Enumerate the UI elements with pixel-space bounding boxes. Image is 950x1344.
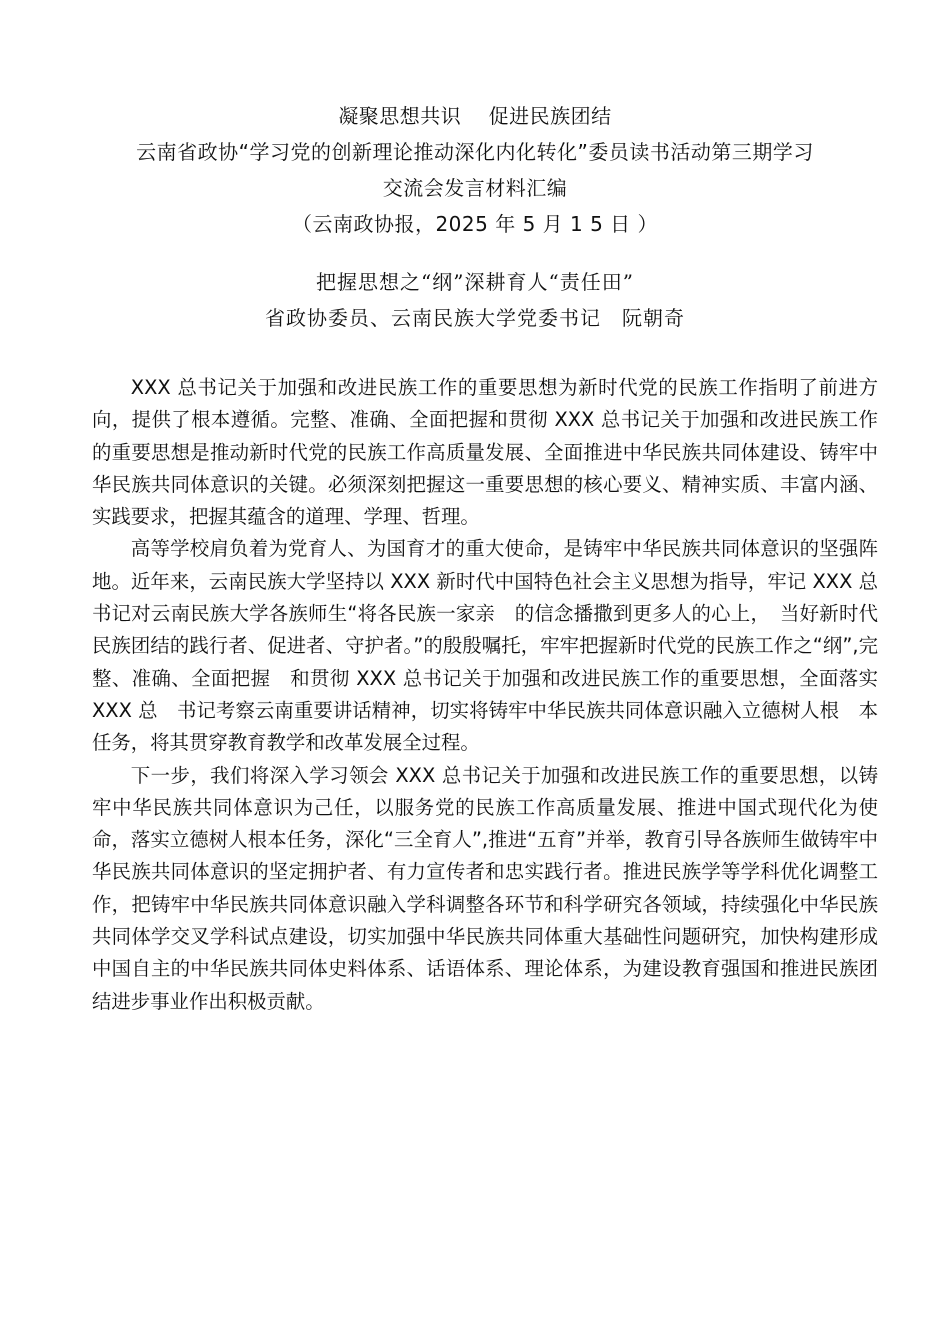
article-title: 把握思想之“纲”深耕育人“责任田”: [316, 270, 634, 294]
article-author: 省政协委员、云南民族大学党委书记 阮朝奇: [265, 306, 685, 330]
source-line: （云南政协报，2025 年 5 月 1 5 日 ）: [291, 212, 659, 236]
main-title: 凝聚思想共识 促进民族团结: [338, 104, 612, 128]
subtitle-line-2: 交流会发言材料汇编: [382, 176, 568, 200]
subtitle-line-1: 云南省政协“学习党的创新理论推动深化内化转化”委员读书活动第三期学习: [136, 140, 814, 164]
paragraph: 下一步，我们将深入学习领会 XXX 总书记关于加强和改进民族工作的重要思想，以铸牢中华民族共同体意识为己任，以服务党的民族工作高质量发展、推进中国式现代化为使命，落实立德树人根本任务，深化“三全育人”,推进“五育”并举，教育引导各族师生做铸牢中华民族共同体意识的坚定拥护者、有力宣传者和忠实践行者。推进民族学等学科优化调整工作，把铸牢中华民族共同体意识融入学科调整各环节和科学研究各领域，持续强化中华民族共同体学交叉学科试点建设，切实加强中华民族共同体重大基础性问题研究，加快构建形成中国自主的中华民族共同体史料体系、话语体系、理论体系，为建设教育强国和推进民族团结进步事业作出积极贡献。: [92, 763, 878, 1013]
paragraph: 高等学校肩负着为党育人、为国育才的重大使命，是铸牢中华民族共同体意识的坚强阵地。近年来，云南民族大学坚持以 XXX 新时代中国特色社会主义思想为指导，牢记 XXX 总书记对云南民族大学各族师生“将各民族一家亲 的信念播撒到更多人的心上， 当好新时代民族团结的践行者、促进者、守护者。”的殷殷嘱托，牢牢把握新时代党的民族工作之“纲”,完整、准确、全面把握 和贯彻 XXX 总书记关于加强和改进民族工作的重要思想，全面落实 XXX 总 书记考察云南重要讲话精神，切实将铸牢中华民族共同体意识融入立德树人根 本任务，将其贯穿教育教学和改革发展全过程。: [92, 537, 878, 755]
document-header: [60, 98, 890, 242]
paragraph: XXX 总书记关于加强和改进民族工作的重要思想为新时代党的民族工作指明了前进方向，提供了根本遵循。完整、准确、全面把握和贯彻 XXX 总书记关于加强和改进民族工作的重要思想是推动新时代党的民族工作高质量发展、全面推进中华民族共同体建设、铸牢中华民族共同体意识的关键。必须深刻把握这一重要思想的核心要义、精神实质、丰富内涵、实践要求，把握其蕴含的道理、学理、哲理。: [92, 376, 878, 529]
article-body: [92, 372, 878, 1018]
article-heading: [60, 264, 890, 336]
